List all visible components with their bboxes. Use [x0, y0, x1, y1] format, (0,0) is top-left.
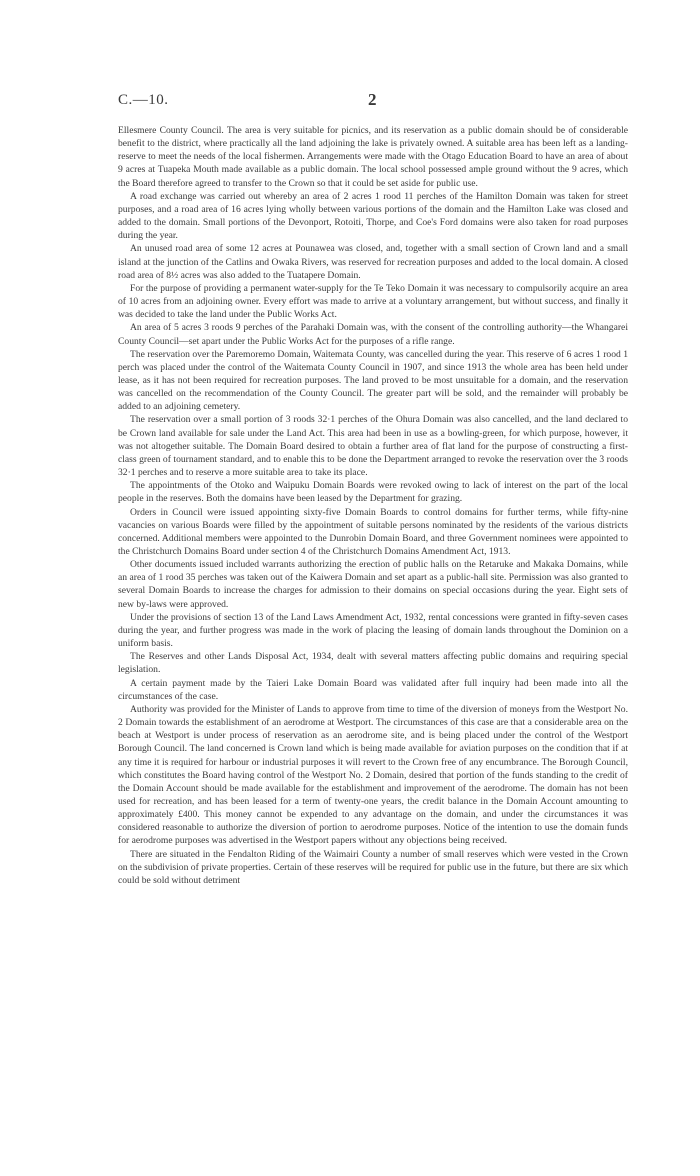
paragraph: The Reserves and other Lands Disposal Act, 1934, dealt with several matters affecting public domains and requiring special legislation.	[118, 651, 628, 676]
paragraph: A road exchange was carried out whereby an area of 2 acres 1 rood 11 perches of the Hamilton Domain was taken for street purposes, and a road area of 16 acres lying wholly between various portions of the domain and the Hamilton Lake was closed and added to the domain. Small portions of the Devonport, Rotoiti, Thorpe, and Coe's Ford domains were also taken for road purposes during the year.	[118, 190, 628, 242]
paragraph: The appointments of the Otoko and Waipuku Domain Boards were revoked owing to lack of interest on the part of the local people in the reserves. Both the domains have been leased by the Department for grazing.	[118, 480, 628, 505]
paragraph: Orders in Council were issued appointing sixty-five Domain Boards to control domains for further terms, while fifty-nine vacancies on various Boards were filled by the appointment of suitable persons nominated by the residents of the various districts concerned. Additional members were appointed to the Dunrobin Domain Board, and three Government nominees were appointed to the Christchurch Domains Board under section 4 of the Christchurch Domains Amendment Act, 1913.	[118, 506, 628, 557]
paragraph: The reservation over the Paremoremo Domain, Waitemata County, was cancelled during the year. This reserve of 6 acres 1 rood 1 perch was placed under the control of the Waitemata County Council in 1907, and since 1913 the whole area has been held under lease, as it has not been required for recreation purposes. The land proved to be most unsuitable for a domain, and the reservation was cancelled on the recommendation of the County Council. The greater part will be sold, and the remainder will probably be added to an adjoining cemetery.	[118, 348, 628, 413]
paragraph: There are situated in the Fendalton Riding of the Waimairi County a number of small reserves which were vested in the Crown on the subdivision of private properties. Certain of these reserves will be required for public use in the future, but there are six which could be sold without detriment	[118, 848, 628, 886]
paragraph: The reservation over a small portion of 3 roods 32·1 perches of the Ohura Domain was also cancelled, and the land declared to be Crown land available for sale under the Land Act. This area had been in use as a bowling-green, for which purpose, however, it was not altogether suitable. The Domain Board desired to obtain a further area of flat land for the purpose of constructing a first-class green of tournament standard, and to enable this to be done the Department arranged to revoke the reservation over the 3 roods 32·1 perches and to reserve a more suitable area to take its place.	[118, 414, 628, 479]
paragraph: A certain payment made by the Taieri Lake Domain Board was validated after full inquiry had been made into all the circumstances of the case.	[118, 677, 628, 702]
paragraph: An area of 5 acres 3 roods 9 perches of the Parahaki Domain was, with the consent of the controlling authority—the Whangarei County Council—set apart under the Public Works Act for the purposes of a rifle range.	[118, 322, 628, 347]
page-number: 2	[368, 90, 377, 109]
document-body	[118, 124, 628, 887]
document-reference: C.—10.	[118, 92, 169, 108]
paragraph: Authority was provided for the Minister of Lands to approve from time to time of the diversion of moneys from the Westport No. 2 Domain towards the establishment of an aerodrome at Westport. The circumstances of this case are that a considerable area on the beach at Westport is under process of reservation as an aerodrome site, and is being placed under the control of the Westport Borough Council. The land concerned is Crown land which is being made available for aviation purposes on the condition that if at any time it is required for harbour or industrial purposes it will revert to the Crown free of any encumbrance. The Borough Council, which constitutes the Board having control of the Westport No. 2 Domain, desired that portion of the funds standing to the credit of the Domain Account should be made available for the establishment and improvement of the aerodrome. The domain has not been used for recreation, and has been leased for a term of twenty-one years, the credit balance in the Domain Account amounting to approximately £400. This money cannot be expended to any advantage on the domain, and under the circumstances it was considered reasonable to authorize the diversion of portion to aerodrome purposes. Notice of the intention to use the domain funds for aerodrome purposes was advertised in the Westport papers without any objections being received.	[118, 703, 628, 847]
paragraph: For the purpose of providing a permanent water-supply for the Te Teko Domain it was necessary to compulsorily acquire an area of 10 acres from an adjoining owner. Every effort was made to arrive at a voluntary arrangement, but without success, and finally it was decided to take the land under the Public Works Act.	[118, 282, 628, 321]
paragraph: Under the provisions of section 13 of the Land Laws Amendment Act, 1932, rental concessions were granted in fifty-seven cases during the year, and further progress was made in the work of placing the leasing of domain lands throughout the Dominion on a uniform basis.	[118, 611, 628, 650]
page-header	[118, 92, 628, 112]
paragraph: Ellesmere County Council. The area is very suitable for picnics, and its reservation as a public domain should be of considerable benefit to the district, where practically all the land adjoining the lake is privately owned. A suitable area has been left as a landing-reserve to meet the needs of the local fishermen. Arrangements were made with the Otago Education Board to have an area of about 9 acres at Tuapeka Mouth made available as a public domain. The local school possessed ample ground without the 9 acres, which the Board therefore agreed to transfer to the Crown so that it could be set aside for public use.	[118, 125, 628, 189]
paragraph: Other documents issued included warrants authorizing the erection of public halls on the Retaruke and Makaka Domains, while an area of 1 rood 35 perches was taken out of the Kaiwera Domain and set apart as a public-hall site. Permission was also granted to several Domain Boards to increase the charges for admission to their domains on special occasions during the year. Eight sets of new by-laws were approved.	[118, 559, 628, 610]
paragraph: An unused road area of some 12 acres at Pounawea was closed, and, together with a small section of Crown land and a small island at the junction of the Catlins and Owaka Rivers, was reserved for recreation purposes and added to the local domain. A closed road area of 8½ acres was also added to the Tuatapere Domain.	[118, 243, 628, 281]
